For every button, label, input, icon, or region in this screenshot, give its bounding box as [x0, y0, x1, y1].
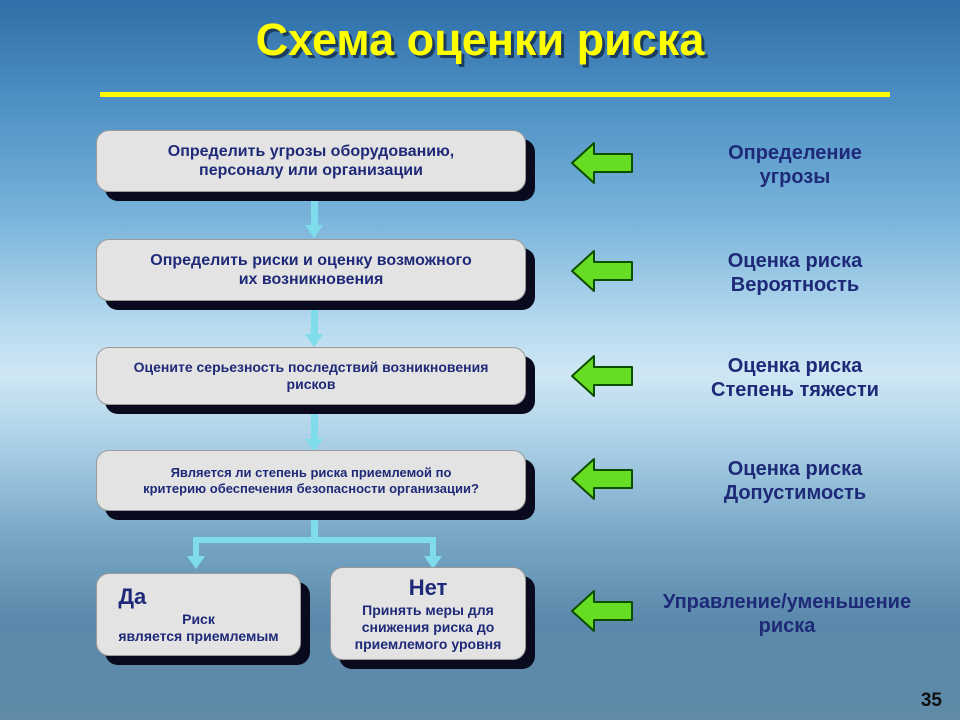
stage-label-threat-definition — [645, 141, 945, 190]
flow-box-threat-line-2: персоналу или организации — [199, 162, 423, 179]
stage-label-risk-management-line-1: Управление/уменьшение — [662, 591, 912, 613]
flow-box-acceptability[interactable] — [96, 450, 526, 511]
flow-box-yes-heading: Да — [118, 584, 147, 609]
stage-label-risk-tolerability-line-1: Оценка риска — [727, 458, 863, 480]
stage-label-risk-probability-line-2: Вероятность — [730, 274, 860, 297]
flow-box-severity-line-1: Оцените серьезность последствий возникновения — [133, 359, 489, 376]
connector-2-head — [305, 334, 323, 347]
connector-3-line — [311, 412, 318, 441]
stage-label-risk-probability-line-1: Оценка риска — [727, 250, 863, 272]
flow-box-threat-line-1: Определить угрозы оборудованию, — [167, 142, 455, 160]
stage-arrow-risk-severity — [570, 353, 634, 399]
stage-label-risk-tolerability-line-2: Допустимость — [723, 482, 867, 505]
stage-label-risk-probability — [645, 249, 945, 298]
stage-label-threat-definition-line-2: угрозы — [759, 166, 831, 189]
flow-box-acceptability-line-2: критерию обеспечения безопасности организации? — [143, 480, 479, 496]
connector-1-head — [305, 225, 323, 238]
flow-box-yes-line-2: является приемлемым — [118, 628, 279, 645]
flow-box-risk-likelihood-line-1: Определить риски и оценку возможного — [150, 251, 472, 269]
stage-label-risk-management-line-2: риска — [758, 615, 816, 638]
stage-arrow-risk-tolerability — [570, 456, 634, 502]
flow-box-no-line-3: приемлемого уровня — [354, 635, 502, 652]
stage-label-risk-management — [622, 590, 952, 639]
flow-box-yes[interactable] — [96, 573, 301, 656]
stage-arrow-threat-definition — [570, 140, 634, 186]
flow-box-severity-line-2: рисков — [286, 376, 336, 392]
flow-box-acceptability-line-1: Является ли степень риска приемлемой по — [170, 464, 452, 480]
stage-label-threat-definition-line-1: Определение — [728, 142, 862, 164]
flow-box-severity[interactable] — [96, 347, 526, 405]
connector-4-left-head — [187, 556, 205, 569]
flow-box-yes-line-1: Риск — [182, 611, 215, 628]
title-divider — [100, 92, 890, 97]
connector-1-line — [311, 199, 318, 227]
flow-box-no-line-1: Принять меры для — [362, 602, 494, 618]
stage-label-risk-severity-line-1: Оценка риска — [727, 355, 863, 377]
connector-2-line — [311, 308, 318, 336]
flow-box-threat[interactable] — [96, 130, 526, 192]
flow-box-risk-likelihood-line-2: их возникновения — [238, 271, 384, 288]
stage-label-risk-severity — [645, 354, 945, 403]
stage-label-risk-severity-line-2: Степень тяжести — [711, 379, 879, 402]
stage-label-risk-tolerability — [645, 457, 945, 506]
page-number: 35 — [920, 690, 942, 711]
stage-arrow-risk-probability — [570, 248, 634, 294]
flow-box-no-line-2: снижения риска до — [361, 618, 495, 635]
page-title: Схема оценки риска — [255, 14, 705, 65]
flow-box-no[interactable] — [330, 567, 526, 660]
flow-box-risk-likelihood[interactable] — [96, 239, 526, 301]
flow-box-no-heading: Нет — [408, 574, 448, 600]
connector-4-bar — [193, 537, 436, 543]
